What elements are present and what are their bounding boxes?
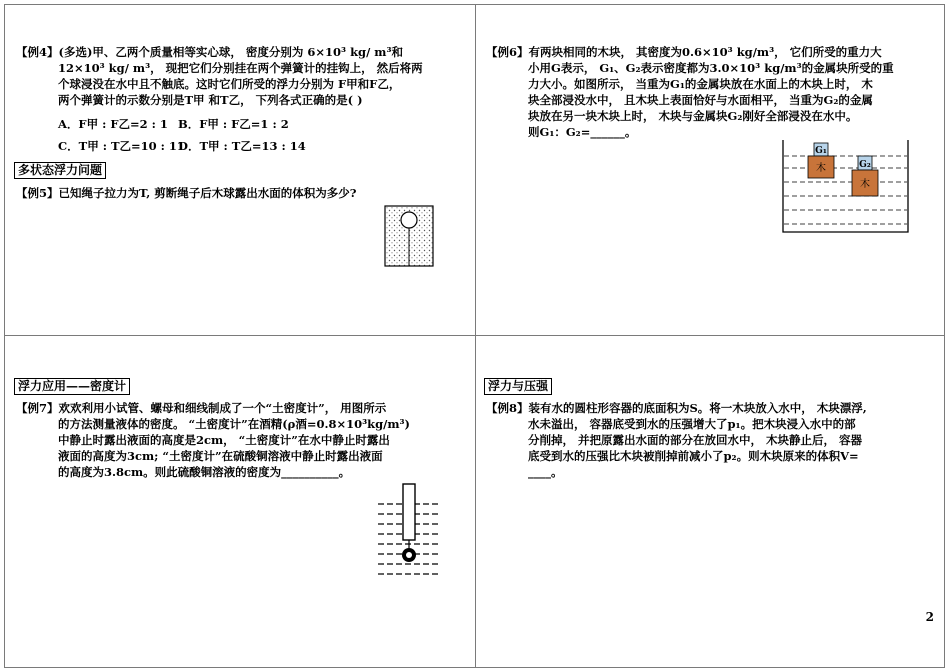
example-6-line: 【例6】有两块相同的木块， 其密度为0.6×10³ kg/m³， 它们所受的重力大 [486, 45, 882, 59]
option-d: D．T甲 : T乙=13 : 14 [178, 139, 306, 153]
g2-label: G₂ [859, 160, 871, 170]
option-c: C．T甲 : T乙=10 : 11 [58, 139, 185, 153]
example-8-line: 分削掉， 并把原露出水面的部分在放回水中， 木块静止后， 容器 [528, 433, 863, 447]
option-b: B．F甲 : F乙=1 : 2 [178, 117, 289, 131]
example-8-line: 水未溢出， 容器底受到水的压强增大了p₁。把木块浸入水中的部 [528, 417, 856, 431]
example-6-line: 块全部浸没水中， 且木块上表面恰好与水面相平， 当重为G₂的金属 [528, 93, 873, 107]
horizontal-divider [4, 335, 945, 336]
example-7-figure [376, 484, 446, 576]
example-6-figure [782, 138, 910, 234]
example-7-line: 的方法测量液体的密度。 “土密度计”在酒精(ρ酒=0.8×10³kg/m³) [58, 417, 410, 431]
example-7-line: 中静止时露出液面的高度是2cm， “土密度计”在水中静止时露出 [58, 433, 390, 447]
example-5: 【例5】已知绳子拉力为T, 剪断绳子后木球露出水面的体积为多少? [16, 186, 357, 200]
vertical-divider [475, 4, 476, 668]
example-4-line: 个球浸没在水中且不触底。这时它们所受的浮力分别为 F甲和F乙， [58, 77, 401, 91]
nut-hole [406, 552, 412, 558]
section-heading-density: 浮力应用——密度计 [14, 378, 130, 395]
page-number: 2 [925, 610, 934, 624]
example-7-line: 【例7】欢欢利用小试管、螺母和细线制成了一个“土密度计”， 用图所示 [16, 401, 387, 415]
wood-label-2: 木 [860, 179, 870, 190]
example-4-line: 两个弹簧计的示数分别是T甲 和T乙， 下列各式正确的是( ) [58, 93, 363, 107]
wood-label-1: 木 [816, 163, 826, 174]
example-6-line: 小用G表示， G₁、G₂表示密度都为3.0×10³ kg/m³的金属块所受的重 [528, 61, 894, 75]
example-4 [16, 44, 423, 108]
example-7-line: 液面的高度为3cm; “土密度计”在硫酸铜溶液中静止时露出液面 [58, 449, 383, 463]
example-7 [16, 400, 410, 480]
water-lines [784, 156, 907, 224]
water-container [783, 140, 908, 232]
example-6-line: 力大小。如图所示， 当重为G₁的金属块放在水面上的木块上时， 木 [528, 77, 873, 91]
option-a: A．F甲 : F乙=2 : 1 [58, 117, 168, 131]
section-heading-multistate: 多状态浮力问题 [14, 162, 106, 179]
section-heading-pressure: 浮力与压强 [484, 378, 552, 395]
example-7-line: 的高度为3.8cm。则此硫酸铜溶液的密度为__________。 [58, 465, 351, 479]
test-tube [403, 484, 415, 540]
wood-ball [401, 212, 417, 228]
example-6-line: 则G₁：G₂=______。 [528, 125, 637, 139]
example-8-line: ____。 [528, 465, 563, 479]
g1-label: G₁ [815, 146, 827, 156]
example-6 [486, 44, 894, 140]
example-5-figure [383, 204, 435, 268]
example-8-line: 【例8】装有水的圆柱形容器的底面积为S。将一木块放入水中， 木块漂浮, [486, 401, 867, 415]
example-4-line: 12×10³ kg/ m³， 现把它们分别挂在两个弹簧计的挂钩上， 然后将两 [58, 61, 423, 75]
example-8-line: 底受到水的压强比木块被削掉前减小了p₂。则木块原来的体积V= [528, 449, 859, 463]
example-6-line: 块放在另一块木块上时， 木块与金属块G₂刚好全部浸没在水中。 [528, 109, 858, 123]
example-4-line: 【例4】(多选)甲、乙两个质量相等实心球， 密度分别为 6×10³ kg/ m³和 [16, 45, 403, 59]
example-8 [486, 400, 867, 480]
